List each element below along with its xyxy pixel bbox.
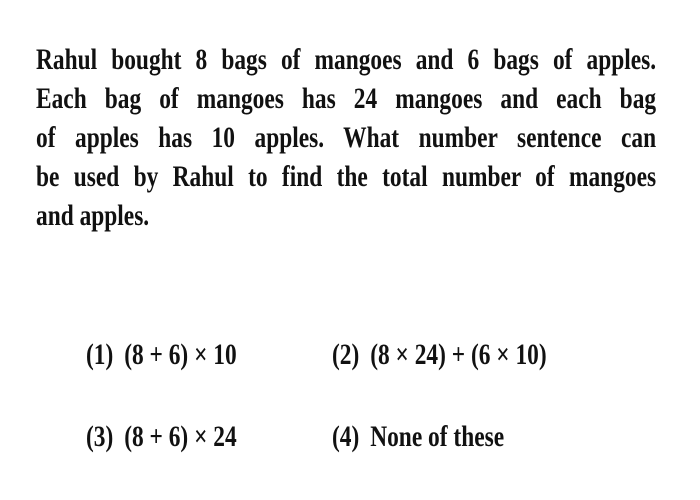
answer-options: [86, 335, 666, 465]
question-line-4: be used by Rahul to find the total number of mangoes: [36, 160, 657, 193]
option-4: [332, 417, 504, 457]
option-2: [332, 335, 547, 375]
option-1: [86, 335, 237, 375]
option-3: [86, 417, 237, 457]
option-1-text: (8 + 6) × 10: [124, 338, 237, 371]
question-line-1: Rahul bought 8 bags of mangoes and 6 bags of apples.: [36, 43, 657, 76]
option-4-number: (4): [332, 420, 360, 453]
option-4-text: None of these: [370, 420, 505, 453]
option-3-number: (3): [86, 420, 114, 453]
option-2-text: (8 × 24) + (6 × 10): [370, 338, 547, 371]
question-line-2: Each bag of mangoes has 24 mangoes and each bag: [36, 82, 657, 115]
option-3-text: (8 + 6) × 24: [124, 420, 237, 453]
option-1-number: (1): [86, 338, 114, 371]
question-line-3: of apples has 10 apples. What number sentence can: [36, 121, 657, 154]
question-line-5: and apples.: [36, 199, 150, 232]
option-2-number: (2): [332, 338, 360, 371]
question-text: [36, 40, 656, 235]
